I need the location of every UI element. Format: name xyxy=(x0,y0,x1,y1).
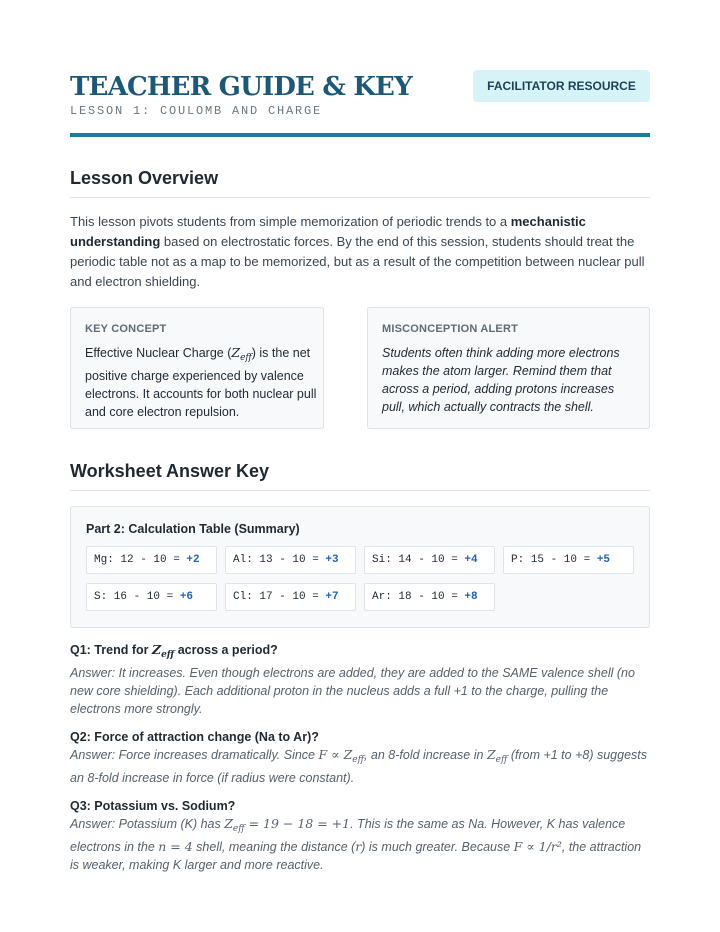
q3-answer-part: Answer: Potassium (K) has xyxy=(70,817,225,831)
q3-answer-part: shell, meaning the distance ( xyxy=(192,840,356,854)
lesson-subtitle: LESSON 1: COULOMB AND CHARGE xyxy=(70,104,323,118)
document-header xyxy=(70,70,650,130)
calc-expression: S: 16 - 10 = xyxy=(94,591,180,603)
overview-emphasis: mechanistic understanding xyxy=(70,214,586,249)
zeff-symbol xyxy=(224,816,245,834)
zeff-symbol xyxy=(231,345,252,363)
q1-title-end: across a period? xyxy=(174,643,278,657)
calc-expression: Cl: 17 - 10 = xyxy=(233,591,326,603)
q1-title-start: Q1: Trend for xyxy=(70,643,152,657)
calc-result: +6 xyxy=(179,591,194,603)
zeff-symbol xyxy=(151,642,175,660)
facilitator-resource-badge: FACILITATOR RESOURCE xyxy=(473,70,650,102)
calc-result: +8 xyxy=(464,591,478,603)
key-concept-text-end: ) is the net positive charge experienced by valence electrons. It accounts for both nuclear pull and core electron repulsion. xyxy=(85,346,317,419)
question-2 xyxy=(70,728,650,787)
question-3 xyxy=(70,797,650,874)
key-concept-card xyxy=(70,307,324,429)
misconception-alert-card xyxy=(367,307,650,429)
calc-result: +2 xyxy=(186,554,200,566)
calc-expression: Ar: 18 - 10 = xyxy=(372,591,465,603)
q3-answer-part: ) is much greater. Because xyxy=(361,840,514,854)
question-1-title xyxy=(70,641,650,664)
calc-expression: Si: 14 - 10 = xyxy=(372,554,465,566)
z-symbol: Z xyxy=(343,747,353,762)
section-divider xyxy=(70,197,650,198)
key-concept-text-start: Effective Nuclear Charge ( xyxy=(85,346,232,360)
calc-cell-ar xyxy=(364,583,495,611)
question-1-answer: Answer: It increases. Even though electrons are added, they are added to the SAME valence shell (no new core shielding). Each additional proton in the nucleus adds a full +1 to the charge, pulling the electrons more strongly. xyxy=(70,666,635,716)
question-3-title: Q3: Potassium vs. Sodium? xyxy=(70,799,236,813)
calc-cell-cl xyxy=(225,583,356,611)
eff-subscript: eff xyxy=(161,650,175,660)
calc-expression: P: 15 - 10 = xyxy=(511,554,597,566)
zeff-symbol xyxy=(486,747,508,765)
section-divider xyxy=(70,490,650,491)
coulomb-proportionality: F ∝ 1/r² xyxy=(513,839,562,854)
calculation-table-panel xyxy=(70,506,650,628)
z-symbol: Z xyxy=(151,642,162,657)
calc-cell-p xyxy=(503,546,634,574)
question-2-answer xyxy=(70,746,650,787)
calc-result: +3 xyxy=(325,554,339,566)
calc-cell-mg xyxy=(86,546,217,574)
q3-answer-part: . This is the same as Na. However, K has valence electrons in the xyxy=(70,817,626,854)
q2-answer-part: Answer: Force increases dramatically. Since xyxy=(70,748,319,762)
calc-expression: Al: 13 - 10 = xyxy=(233,554,326,566)
lesson-overview-heading: Lesson Overview xyxy=(70,168,219,188)
q2-answer-part: , an 8-fold increase in xyxy=(363,748,487,762)
q2-answer-part: (from +1 to +8) suggests an 8-fold increase in force (if radius were constant). xyxy=(70,748,647,785)
eff-subscript: eff xyxy=(240,353,252,363)
overview-text-continued: based on electrostatic forces. By the end of this session, students should treat the periodic table not as a map to be memorized, but as a result of the competition between nuclear pull and electron shielding. xyxy=(70,234,645,289)
z-symbol: Z xyxy=(486,747,496,762)
key-concept-text xyxy=(85,344,325,421)
calc-result: +7 xyxy=(325,591,339,603)
key-concept-label: KEY CONCEPT xyxy=(85,323,167,335)
eff-subscript: eff xyxy=(495,755,508,765)
calc-expression: Mg: 12 - 10 = xyxy=(94,554,187,566)
calc-result: +4 xyxy=(464,554,478,566)
proportional-expression: F ∝ xyxy=(318,747,344,762)
eff-subscript: eff xyxy=(352,755,364,765)
eff-subscript: eff xyxy=(232,824,245,834)
calc-result: +5 xyxy=(596,554,611,566)
calc-cell-si xyxy=(364,546,495,574)
q3-answer-part: , the attraction is weaker, making K larger and more reactive. xyxy=(70,840,642,872)
calc-cell-al xyxy=(225,546,356,574)
header-divider xyxy=(70,133,650,137)
misconception-alert-text: Students often think adding more electrons makes the atom larger. Remind them that across a period, adding protons increases pull, which actually contracts the shell. xyxy=(382,346,620,414)
overview-paragraph xyxy=(70,212,650,292)
question-1 xyxy=(70,641,650,718)
calc-cell-s xyxy=(86,583,217,611)
misconception-alert-label: MISCONCEPTION ALERT xyxy=(382,323,519,335)
z-symbol: Z xyxy=(231,345,241,360)
overview-text: This lesson pivots students from simple memorization of periodic trends to a xyxy=(70,214,511,229)
zeff-equation: = 19 − 18 = +1 xyxy=(244,816,351,831)
z-symbol: Z xyxy=(224,816,233,831)
radius-symbol: r xyxy=(355,839,362,854)
question-3-answer xyxy=(70,815,650,874)
zeff-symbol xyxy=(343,747,364,765)
worksheet-answer-key-heading: Worksheet Answer Key xyxy=(70,461,270,481)
document-title: TEACHER GUIDE & KEY xyxy=(70,72,412,102)
shell-number-expression: n = 4 xyxy=(158,839,193,854)
calculation-table-title: Part 2: Calculation Table (Summary) xyxy=(86,522,300,536)
question-2-title: Q2: Force of attraction change (Na to Ar)? xyxy=(70,730,319,744)
